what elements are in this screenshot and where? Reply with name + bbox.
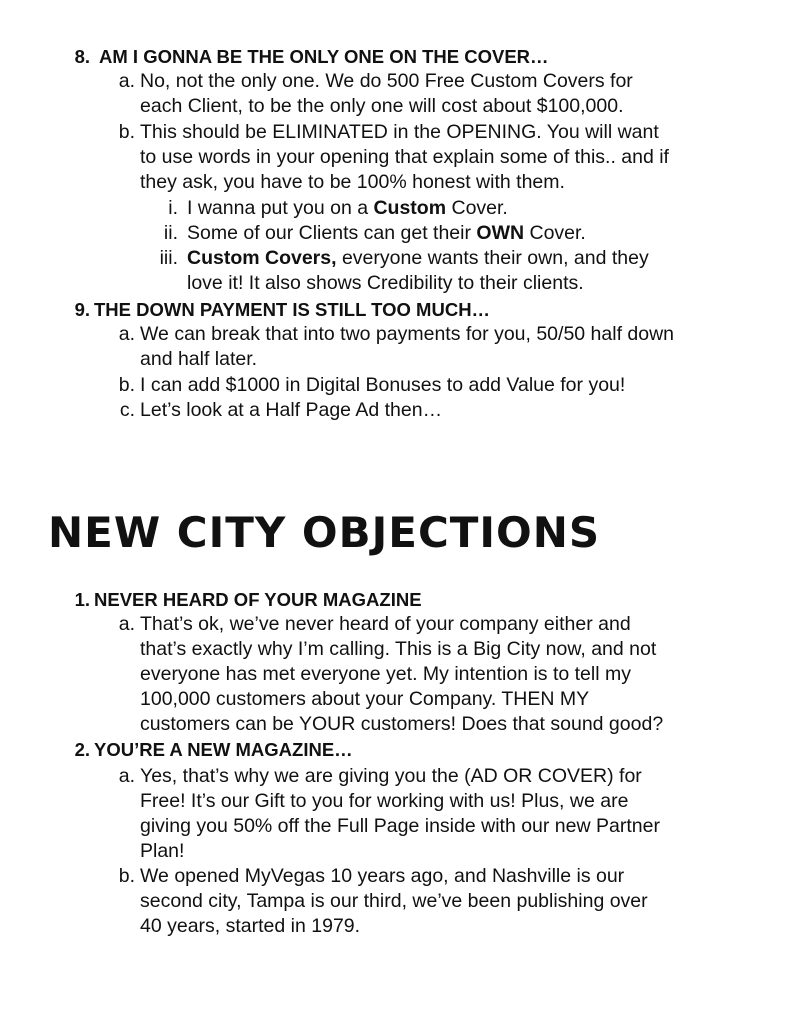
- roman-marker: iii.: [159, 247, 178, 269]
- sub-marker: a.: [118, 613, 135, 635]
- body-line: that’s exactly why I’m calling. This is a Big City now, and not: [140, 638, 657, 660]
- body-line: No, not the only one. We do 500 Free Custom Covers for: [140, 70, 633, 92]
- body-line: We opened MyVegas 10 years ago, and Nashville is our: [140, 865, 625, 887]
- item-number: 8.: [74, 46, 90, 67]
- sub-marker: a.: [118, 323, 135, 345]
- item-heading: YOU’RE A NEW MAGAZINE…: [94, 739, 353, 760]
- body-line: I wanna put you on a Custom Cover.: [187, 197, 508, 219]
- body-line: they ask, you have to be 100% honest with them.: [140, 171, 565, 193]
- item-heading: THE DOWN PAYMENT IS STILL TOO MUCH…: [94, 299, 491, 320]
- body-line: 100,000 customers about your Company. THEN MY: [140, 688, 590, 710]
- item-number: 1.: [74, 589, 90, 610]
- body-line: love it! It also shows Credibility to their clients.: [187, 272, 584, 294]
- body-line: giving you 50% off the Full Page inside with our new Partner: [140, 815, 660, 837]
- roman-marker: ii.: [163, 222, 178, 244]
- item-number: 2.: [74, 739, 90, 760]
- body-line: Yes, that’s why we are giving you the (AD OR COVER) for: [140, 765, 642, 787]
- roman-marker: i.: [168, 197, 178, 219]
- body-line: each Client, to be the only one will cost about $100,000.: [140, 95, 624, 117]
- body-line: This should be ELIMINATED in the OPENING. You will want: [140, 121, 659, 143]
- body-line: second city, Tampa is our third, we’ve been publishing over: [140, 890, 648, 912]
- body-line: We can break that into two payments for you, 50/50 half down: [140, 323, 675, 345]
- body-line: Plan!: [140, 840, 185, 862]
- item-number: 9.: [74, 299, 90, 320]
- body-line: That’s ok, we’ve never heard of your company either and: [140, 613, 631, 635]
- body-line: 40 years, started in 1979.: [140, 915, 361, 937]
- body-line: everyone has met everyone yet. My intention is to tell my: [140, 663, 631, 685]
- item-heading: NEVER HEARD OF YOUR MAGAZINE: [94, 589, 422, 610]
- sub-marker: a.: [118, 70, 135, 92]
- body-line: Let’s look at a Half Page Ad then…: [140, 399, 443, 421]
- body-line: Custom Covers, everyone wants their own, and they: [187, 247, 649, 269]
- body-line: customers can be YOUR customers! Does that sound good?: [140, 713, 664, 735]
- item-heading: AM I GONNA BE THE ONLY ONE ON THE COVER…: [99, 46, 549, 67]
- page-title: NEW CITY OBJECTIONS: [48, 508, 601, 557]
- sub-marker: c.: [119, 399, 135, 421]
- sub-marker: a.: [118, 765, 135, 787]
- sub-marker: b.: [118, 121, 135, 143]
- sub-marker: b.: [118, 865, 135, 887]
- sub-marker: b.: [118, 374, 135, 396]
- body-line: Free! It’s our Gift to you for working with us! Plus, we are: [140, 790, 629, 812]
- body-line: Some of our Clients can get their OWN Cover.: [187, 222, 586, 244]
- body-line: to use words in your opening that explain some of this.. and if: [140, 146, 669, 168]
- body-line: and half later.: [140, 348, 258, 370]
- body-line: I can add $1000 in Digital Bonuses to add Value for you!: [140, 374, 626, 396]
